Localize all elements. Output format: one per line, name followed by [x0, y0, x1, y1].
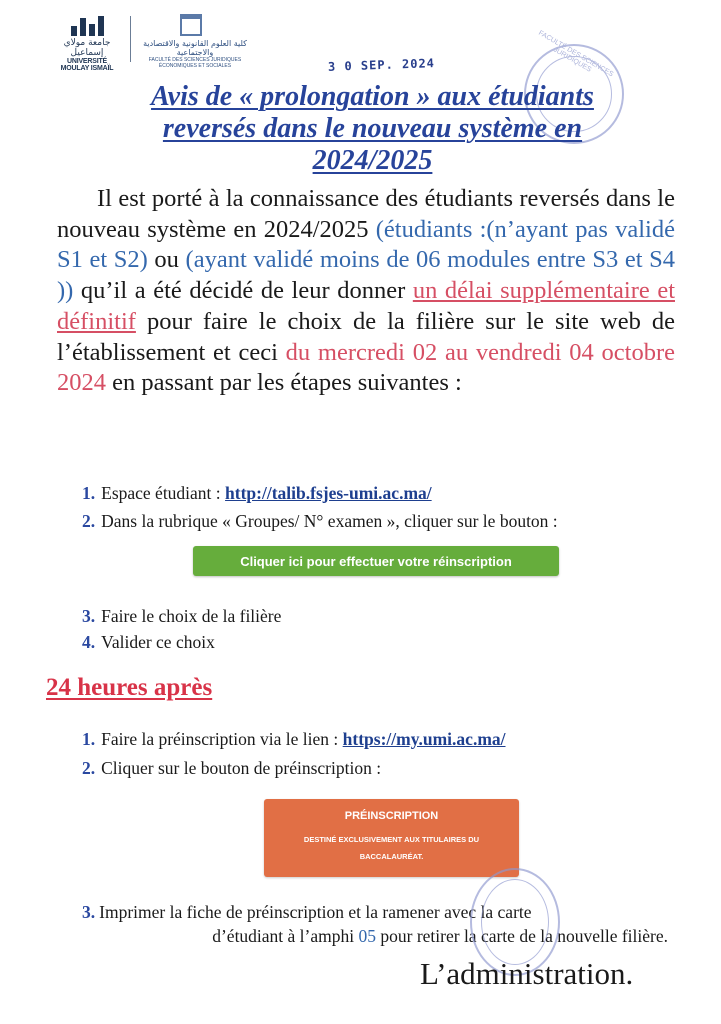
- step-text: d’étudiant à l’amphi: [212, 926, 359, 946]
- step-number: 1.: [82, 729, 96, 749]
- paragraph-condition-1: (étudiants :(n’ayant pas validé S1 et S2): [57, 215, 675, 274]
- list-item: [82, 511, 558, 532]
- title-line-2: reversés dans le nouveau système en: [162, 113, 583, 144]
- notice-paragraph: [57, 184, 675, 399]
- step-text: Imprimer la fiche de préinscription et la ramener avec la carte: [99, 902, 532, 922]
- paragraph-condition-2: (ayant validé moins de 06 modules entre S3 et S4 )): [57, 246, 676, 305]
- talib-link[interactable]: http://talib.fsjes-umi.ac.ma/: [225, 483, 432, 503]
- list-item: [82, 606, 281, 627]
- preinscription-button-title: PRÉINSCRIPTION: [344, 810, 439, 822]
- reinscription-button[interactable]: Cliquer ici pour effectuer votre réinscription: [193, 546, 559, 576]
- stamp-text: FACULTÉ DES SCIENCES JURIDIQUES: [537, 29, 615, 79]
- faculty-building-icon: [180, 14, 202, 36]
- university-logo-arabic: جامعة مولاي إسماعيل: [63, 38, 111, 58]
- step-number: 3.: [82, 902, 96, 922]
- paragraph-text: qu’il a été décidé de leur donner: [73, 277, 413, 305]
- paragraph-text: ou: [147, 246, 186, 274]
- faculty-logo-french: FACULTÉ DES SCIENCES JURIDIQUES ÉCONOMIQUES ET SOCIALES: [148, 57, 242, 69]
- amphi-number: 05: [358, 926, 376, 946]
- title-line-1: Avis de « prolongation » aux étudiants: [151, 81, 594, 112]
- faculty-logo: [140, 14, 250, 69]
- faculty-logo-arabic: كلية العلوم القانونية والاقتصادية والاجتماعية: [143, 39, 247, 57]
- signature: L’administration.: [420, 956, 634, 991]
- notice-title: [95, 81, 650, 177]
- step-text: Espace étudiant :: [101, 483, 226, 503]
- step-number: 4.: [82, 632, 96, 652]
- preinscription-button-subtitle: DESTINÉ EXCLUSIVEMENT AUX TITULAIRES DU BACCALAURÉAT.: [303, 835, 480, 861]
- step-text: Faire la préinscription via le lien :: [101, 729, 343, 749]
- date-stamp: 3 0 SEP. 2024: [327, 56, 436, 74]
- university-logo-french: UNIVERSITÉ MOULAY ISMAÏL: [60, 58, 114, 72]
- step-text: Cliquer sur le bouton de préinscription :: [101, 758, 382, 778]
- header-divider: [130, 16, 131, 62]
- preinscription-button[interactable]: [264, 799, 519, 877]
- step-text: Faire le choix de la filière: [101, 606, 282, 626]
- list-item: [82, 632, 215, 653]
- list-item: [82, 758, 381, 779]
- step-number: 2.: [82, 758, 96, 778]
- paragraph-text: pour faire le choix de la filière sur le site web de l’établissement et ceci: [57, 307, 675, 366]
- step-number: 3.: [82, 606, 96, 626]
- paragraph-deadline-emphasis: un délai supplémentaire et définitif: [57, 277, 675, 335]
- section-heading-24h: 24 heures après: [46, 674, 213, 701]
- step-text: Dans la rubrique « Groupes/ N° examen », cliquer sur le bouton :: [101, 511, 558, 531]
- list-item: [82, 483, 432, 504]
- university-logo: [52, 14, 122, 72]
- step-text: pour retirer la carte de la nouvelle filière.: [376, 926, 668, 946]
- list-item: [82, 729, 506, 750]
- title-line-3: 2024/2025: [312, 145, 433, 176]
- paragraph-text: Il est porté à la connaissance des étudiants reversés dans le nouveau système en 2024/2025: [57, 185, 675, 243]
- step-number: 1.: [82, 483, 96, 503]
- list-item: [82, 900, 678, 948]
- university-logo-mark-icon: [52, 14, 122, 36]
- step-number: 2.: [82, 511, 96, 531]
- step-text: Valider ce choix: [101, 632, 215, 652]
- paragraph-dates: du mercredi 02 au vendredi 04 octobre 2024: [57, 338, 675, 397]
- paragraph-text: en passant par les étapes suivantes :: [106, 369, 462, 397]
- my-umi-link[interactable]: https://my.umi.ac.ma/: [342, 729, 506, 749]
